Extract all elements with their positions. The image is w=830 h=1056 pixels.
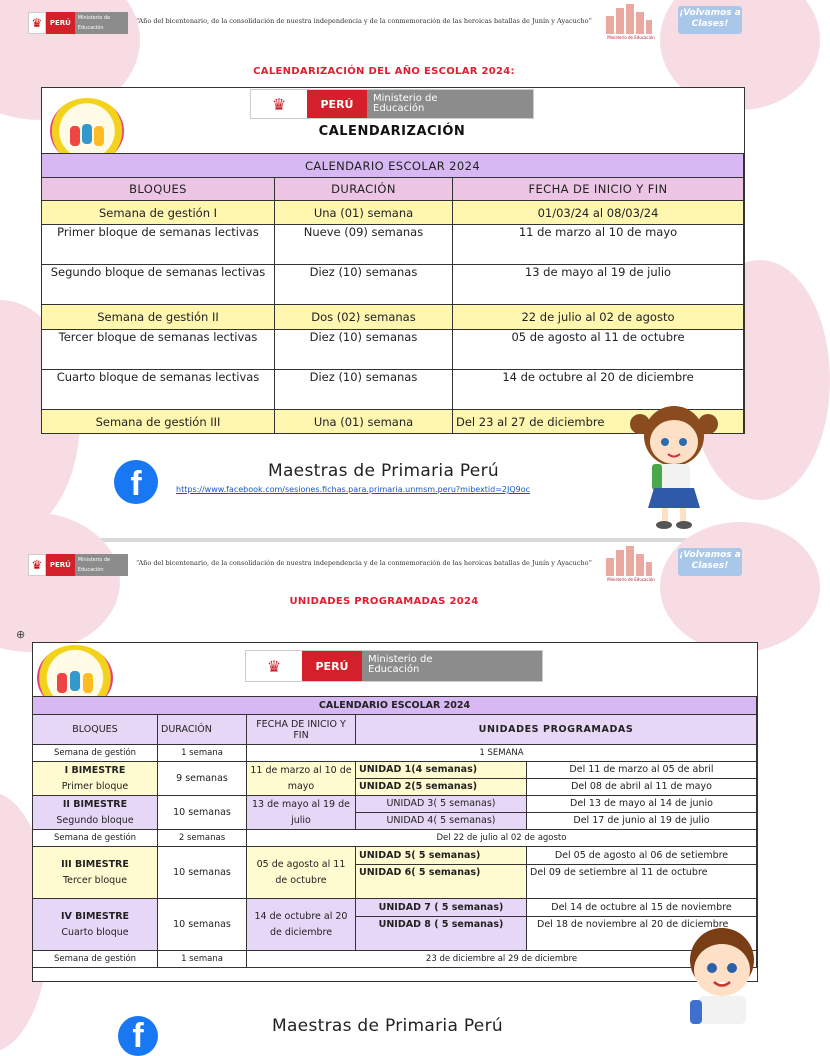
page-1 [0, 0, 768, 538]
volvamos-badge: ¡Volvamos a Clases! [678, 6, 742, 34]
logo-ministry-line2: Educación [373, 103, 425, 114]
logo-ministry-line1: Ministerio de [368, 654, 433, 665]
table-row [42, 201, 744, 225]
cell-unidad-fecha: Del 13 de mayo al 14 de junio [527, 796, 757, 813]
header-fecha: FECHA DE INICIO Y FIN [247, 715, 356, 745]
cell-fecha: 11 de marzo al 10 de mayo [453, 225, 744, 265]
table-header-row [33, 715, 757, 745]
cell-bloque: Tercer bloque de semanas lectivas [42, 330, 275, 370]
calendar-title: CALENDARIO ESCOLAR 2024 [33, 697, 757, 715]
cell-duracion: 1 semana [158, 951, 247, 968]
facebook-link[interactable]: https://www.facebook.com/sesiones.fichas.para.primaria.unmsm.peru?mibextid=2JQ9oc [176, 485, 531, 494]
calendar-table [41, 153, 744, 434]
bimestre-sub: Cuarto bloque [61, 926, 129, 938]
ministry-label: Ministerio de Educación [75, 554, 128, 576]
bimestre-sub: Segundo bloque [56, 814, 134, 826]
cell-unidad: UNIDAD 6( 5 semanas) [356, 865, 527, 899]
units-table [32, 696, 757, 968]
cell-unidad: UNIDAD 8 ( 5 semanas) [356, 917, 527, 951]
cell-bimestre [33, 762, 158, 796]
table-row [33, 762, 757, 779]
table-row [33, 899, 757, 917]
cell-unidades: 1 SEMANA [247, 745, 757, 762]
cell-fecha: 13 de mayo al 19 de julio [247, 796, 356, 830]
table-row [42, 265, 744, 305]
table-row [33, 830, 757, 847]
cell-bimestre [33, 899, 158, 951]
minedu-caption: Ministerio de Educación [607, 577, 655, 582]
page-title: UNIDADES PROGRAMADAS 2024 [289, 596, 479, 607]
table-title-row [33, 697, 757, 715]
coat-of-arms-icon: ♛ [251, 90, 307, 118]
table-row [33, 847, 757, 865]
header-duracion: DURACIÓN [158, 715, 247, 745]
cell-bimestre [33, 847, 158, 899]
boy-illustration [676, 922, 768, 1024]
ministry-logo [250, 89, 534, 119]
ministry-logo [245, 650, 543, 682]
coat-of-arms-icon: ♛ [246, 651, 302, 681]
cell-unidad: UNIDAD 3( 5 semanas) [356, 796, 527, 813]
cell-duracion: Diez (10) semanas [275, 330, 453, 370]
minedu-building-logo [596, 546, 666, 586]
cell-duracion: Diez (10) semanas [275, 265, 453, 305]
cell-unidad-fecha: Del 11 de marzo al 05 de abril [527, 762, 757, 779]
cell-bloque: Semana de gestión III [42, 410, 275, 434]
cell-duracion: Una (01) semana [275, 410, 453, 434]
logo-ministry [367, 90, 533, 118]
table-row [33, 796, 757, 813]
facebook-icon[interactable]: f [114, 460, 158, 504]
cell-bloque: Cuarto bloque de semanas lectivas [42, 370, 275, 410]
calendar-title: CALENDARIO ESCOLAR 2024 [42, 154, 744, 178]
cell-duracion: 9 semanas [158, 762, 247, 796]
header-bloques: BLOQUES [42, 178, 275, 201]
motto-text: “Año del bicentenario, de la consolidación de nuestra independencia y de la conmemoración de las heroicas batallas de Junín y Ayacucho” [136, 17, 592, 25]
cell-duracion: 10 semanas [158, 796, 247, 830]
table-header-row [42, 178, 744, 201]
header-unidades: UNIDADES PROGRAMADAS [356, 715, 757, 745]
motto-text: “Año del bicentenario, de la consolidación de nuestra independencia y de la conmemoración de las heroicas batallas de Junín y Ayacucho” [136, 559, 592, 567]
header-bloques: BLOQUES [33, 715, 158, 745]
table-title-row [42, 154, 744, 178]
cell-fecha: 11 de marzo al 10 de mayo [247, 762, 356, 796]
minedu-building-logo [596, 4, 666, 44]
logo-ministry-line1: Ministerio de [373, 93, 438, 104]
page-header [28, 550, 748, 586]
table-row [42, 225, 744, 265]
cell-fecha: 13 de mayo al 19 de julio [453, 265, 744, 305]
shield-icon: ♛ [28, 554, 46, 576]
cell-unidades: 23 de diciembre al 29 de diciembre [247, 951, 757, 968]
bimestre-title: I BIMESTRE [64, 764, 126, 776]
ministry-label: Ministerio de Educación [75, 12, 128, 34]
cell-fecha: 05 de agosto al 11 de octubre [247, 847, 356, 899]
cell-unidad-fecha: Del 18 de noviembre al 20 de diciembre [527, 917, 757, 951]
cell-unidad: UNIDAD 5( 5 semanas) [356, 847, 527, 865]
cell-fecha: Del 23 al 27 de diciembre [453, 410, 744, 434]
cell-bloque: Primer bloque de semanas lectivas [42, 225, 275, 265]
cell-fecha: 14 de octubre al 20 de diciembre [453, 370, 744, 410]
cell-bloque: Semana de gestión I [42, 201, 275, 225]
logo-peru: PERÚ [307, 90, 367, 118]
calendar-box [41, 87, 745, 434]
logo-ministry-line2: Educación [368, 664, 420, 675]
cell-fecha: 22 de julio al 02 de agosto [453, 305, 744, 330]
cell-duracion: 10 semanas [158, 899, 247, 951]
page-title: CALENDARIZACIÓN DEL AÑO ESCOLAR 2024: [253, 66, 515, 77]
cell-unidad: UNIDAD 1(4 semanas) [356, 762, 527, 779]
cell-duracion: Una (01) semana [275, 201, 453, 225]
cell-unidad: UNIDAD 4( 5 semanas) [356, 813, 527, 830]
minedu-caption: Ministerio de Educación [607, 35, 655, 40]
cell-unidad-fecha: Del 08 de abril al 11 de mayo [527, 779, 757, 796]
cell-unidad: UNIDAD 2(5 semanas) [356, 779, 527, 796]
cell-unidad-fecha: Del 17 de junio al 19 de julio [527, 813, 757, 830]
cell-duracion: 2 semanas [158, 830, 247, 847]
cell-fecha: 14 de octubre al 20 de diciembre [247, 899, 356, 951]
table-row [33, 745, 757, 762]
units-box [32, 642, 758, 982]
cell-unidad-fecha: Del 14 de octubre al 15 de noviembre [527, 899, 757, 917]
page-header [28, 8, 748, 44]
header-fecha: FECHA DE INICIO Y FIN [453, 178, 744, 201]
cell-unidad-fecha: Del 05 de agosto al 06 de setiembre [527, 847, 757, 865]
minedu-small-logo [28, 554, 128, 576]
cell-duracion: Nueve (09) semanas [275, 225, 453, 265]
cell-bloque: Semana de gestión II [42, 305, 275, 330]
bimestre-title: II BIMESTRE [62, 798, 128, 810]
logo-ministry [362, 651, 542, 681]
cell-bloque: Semana de gestión [33, 951, 158, 968]
facebook-page-name: Maestras de Primaria Perú [268, 461, 499, 481]
facebook-icon[interactable]: f [118, 1016, 158, 1056]
page-2 [0, 542, 768, 1055]
bimestre-sub: Tercer bloque [62, 874, 128, 886]
cell-unidades: Del 22 de julio al 02 de agosto [247, 830, 757, 847]
bimestre-sub: Primer bloque [61, 780, 129, 792]
peru-label: PERÚ [46, 554, 75, 576]
table-row [42, 330, 744, 370]
cell-unidad: UNIDAD 7 ( 5 semanas) [356, 899, 527, 917]
cell-bloque: Semana de gestión [33, 745, 158, 762]
cell-duracion: 10 semanas [158, 847, 247, 899]
minedu-small-logo [28, 12, 128, 34]
girl-illustration [628, 400, 720, 532]
shield-icon: ♛ [28, 12, 46, 34]
logo-peru: PERÚ [302, 651, 362, 681]
cell-bloque: Segundo bloque de semanas lectivas [42, 265, 275, 305]
bimestre-title: III BIMESTRE [61, 858, 129, 870]
calendarizacion-heading: CALENDARIZACIÓN [318, 124, 466, 139]
bimestre-title: IV BIMESTRE [60, 910, 130, 922]
cell-duracion: Dos (02) semanas [275, 305, 453, 330]
table-row [42, 305, 744, 330]
facebook-page-name: Maestras de Primaria Perú [272, 1016, 503, 1036]
cell-duracion: 1 semana [158, 745, 247, 762]
cell-fecha: 01/03/24 al 08/03/24 [453, 201, 744, 225]
cell-bloque: Semana de gestión [33, 830, 158, 847]
header-duracion: DURACIÓN [275, 178, 453, 201]
move-handle-icon[interactable]: ⊕ [16, 628, 26, 641]
peru-label: PERÚ [46, 12, 75, 34]
cell-bimestre [33, 796, 158, 830]
volvamos-badge: ¡Volvamos a Clases! [678, 548, 742, 576]
decorative-blob [660, 522, 820, 652]
cell-fecha: 05 de agosto al 11 de octubre [453, 330, 744, 370]
cell-duracion: Diez (10) semanas [275, 370, 453, 410]
table-row [33, 951, 757, 968]
cell-unidad-fecha: Del 09 de setiembre al 11 de octubre [527, 865, 757, 899]
